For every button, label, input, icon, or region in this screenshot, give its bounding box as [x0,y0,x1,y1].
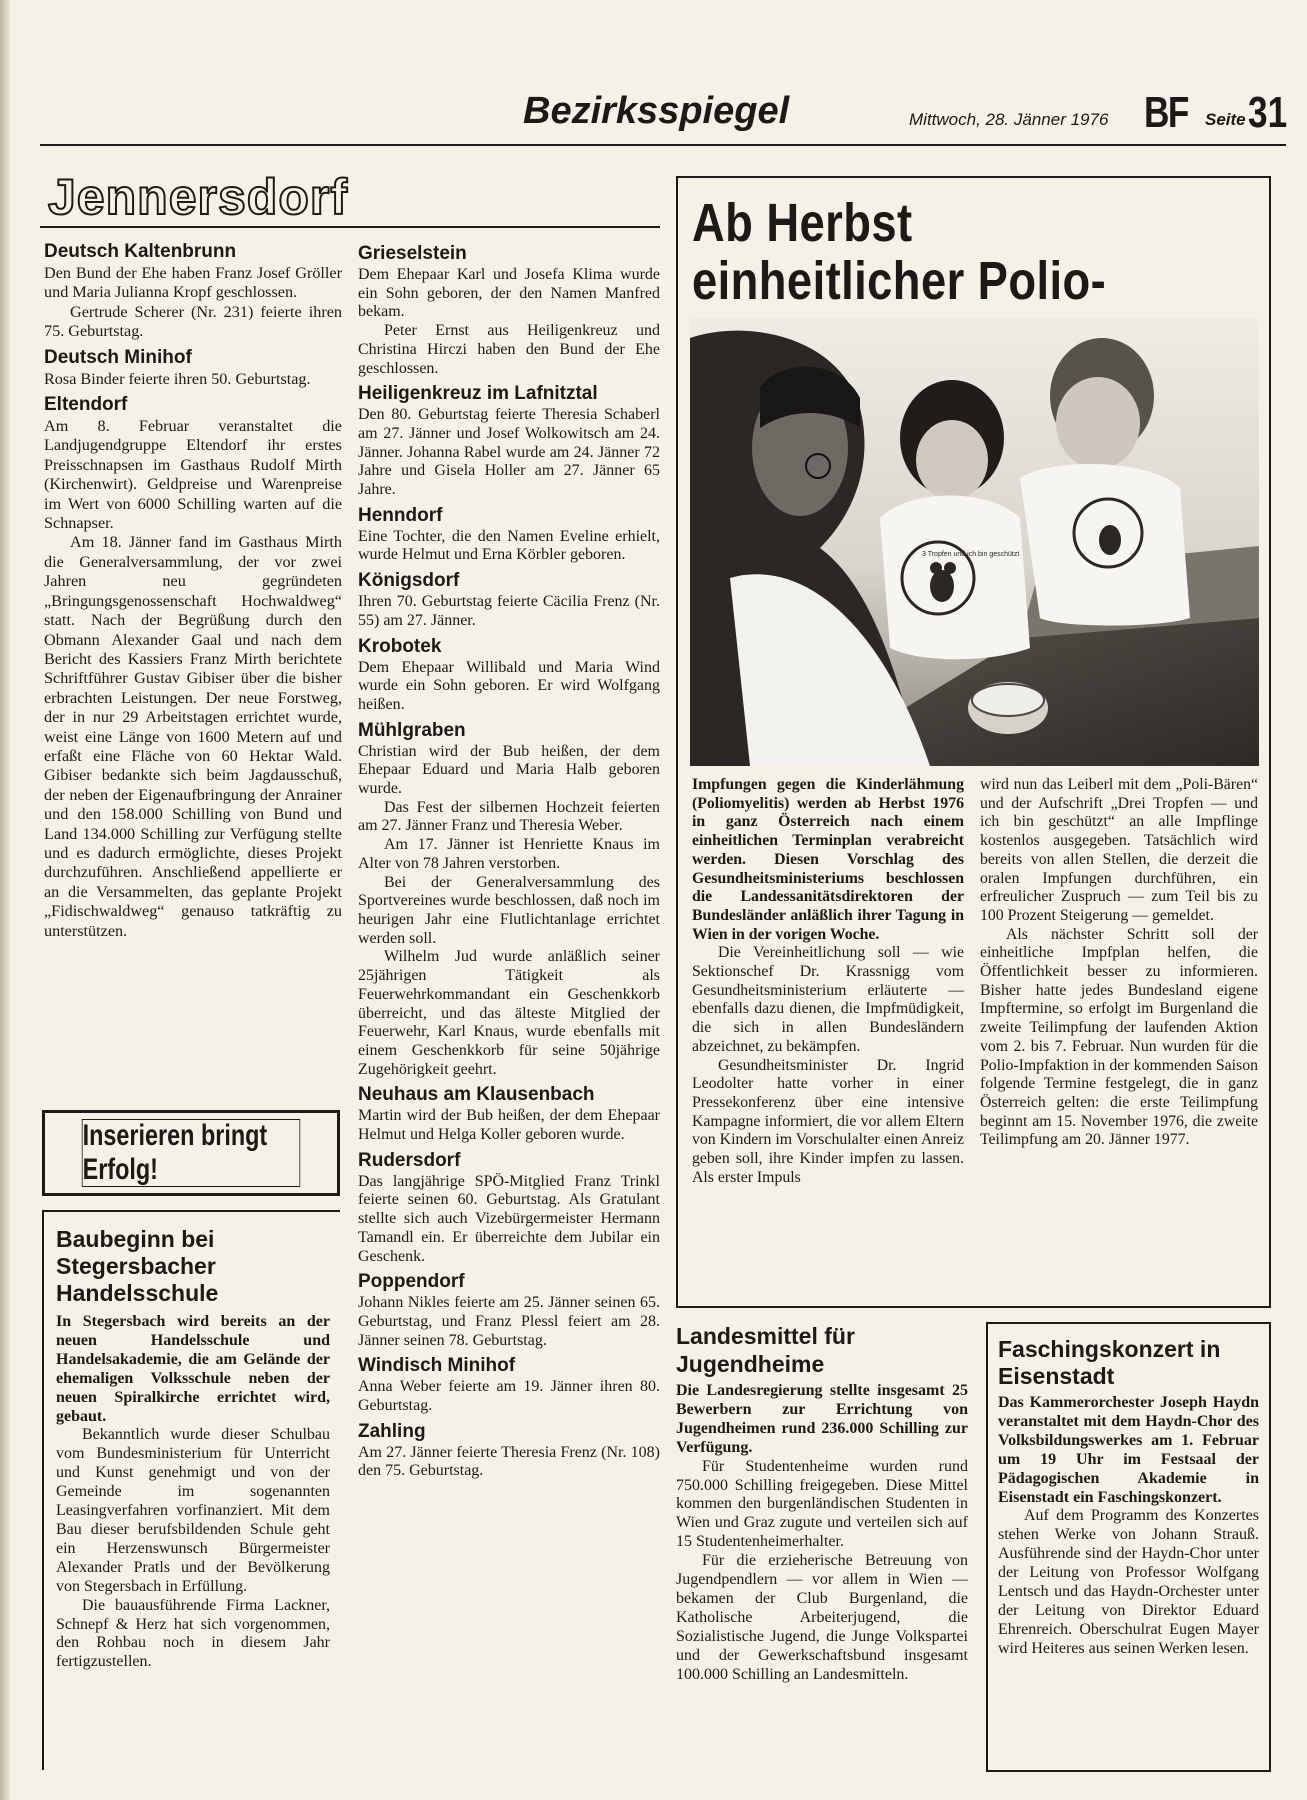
paragraph: Johann Nikles feierte am 25. Jänner seinen 65. Geburtstag, und Franz Plessl feiert am 28. Jänner seinen 78. Geburtstag. [358,1294,660,1349]
paragraph: Das langjährige SPÖ-Mitglied Franz Trinkl feierte seinen 60. Geburtstag. Als Gratulant stellte sich auch Vizebürgermeister Hermann Tamandl ein. Er überreichte dem Jubilar ein Geschenk. [358,1172,660,1265]
paragraph: Eine Tochter, die den Namen Eveline erhielt, wurde Helmut und Erna Körbler geboren. [358,527,660,564]
place-heading: Windisch Minihof [358,1355,516,1377]
place-heading: Mühlgraben [358,719,466,741]
district-rule [40,226,660,228]
place-heading: Krobotek [358,635,442,657]
concert-lead: Das Kammerorchester Joseph Haydn veranstaltet mit dem Haydn-Chor des Volksbildungswerkes am 1. Februar um 19 Uhr im Festsaal der Pädagogischen Akademie in Eisenstadt ein Faschingskonzert. [998,1394,1259,1506]
concert-headline: Faschingskonzert in Eisenstadt [998,1336,1221,1389]
paragraph: Als nächster Schritt soll der einheitliche Impfplan helfen, die Öffentlichkeit besser zu informieren. Bisher hatte jedes Bundesland eigene Impftermine, so erfolgt im Burgenland die zweite Teilimpfung der laufenden Aktion vom 2. bis 7. Februar. Nun wurden für die Polio-Impfaktion in der kommenden Saison folgende Termine festgelegt, die in ganz Österreich gelten: die erste Teilimpfung beginnt am 15. November 1976, die zweite Teilimpfung am 20. Jänner 1977. [980,925,1258,1149]
place-heading: Heiligenkreuz im Lafnitztal [358,383,598,405]
paragraph: Anna Weber feierte am 19. Jänner ihren 80. Geburtstag. [358,1378,660,1415]
paragraph: Den Bund der Ehe haben Franz Josef Gröller und Maria Julianna Kropf geschlossen. [44,264,342,302]
paragraph: Bekanntlich wurde dieser Schulbau vom Bundesministerium für Unterricht und Kunst genehmigt und von der Gemeinde im sogenannten Leasingverfahren vorfinanziert. Mit dem Bau dieser berufsbildenden Schule geht ein Herzenswunsch Bürgermeister Alexander Pratls und der Bevölkerung von Stegersbach in Erfüllung. [56,1426,330,1595]
paragraph: Gesundheitsminister Dr. Ingrid Leodolter hatte vorher in einer Pressekonferenz über eine intensive Kampagne informiert, die vor allem Eltern von Kindern im Vorschulalter einen Anreiz geben soll, ihre Kinder impfen zu lassen. Als erster Impuls [692,1056,964,1186]
article-zahling [358,1420,660,1481]
paragraph: Am 27. Jänner feierte Theresia Frenz (Nr. 108) den 75. Geburtstag. [358,1443,660,1480]
article-neuhaus [358,1083,660,1144]
article-henndorf [358,504,660,565]
page-number: 31 [1248,88,1288,137]
polio-lead: Impfungen gegen die Kinderlähmung (Poliomyelitis) werden ab Herbst 1976 in ganz Österreich nach einem einheitlichen Terminplan verabreicht werden. Diesen Vorschlag des Gesundheitsministeriums beschlossen die Landessanitätsdirektoren der Bundesländer anläßlich ihrer Tagung in Wien in der vorigen Woche. [692,776,964,943]
section-title: Bezirksspiegel [523,90,790,132]
school-headline: Baubeginn bei Stegersbacher Handelsschule [56,1226,219,1306]
issue-date: Mittwoch, 28. Jänner 1976 [909,110,1109,129]
article-heiligenkreuz [358,382,660,500]
polio-headline: Ab Herbst einheitlicher Polio- [692,193,1107,311]
paragraph: Dem Ehepaar Karl und Josefa Klima wurde ein Sohn geboren, der den Namen Manfred bekam. [358,266,660,321]
children-vaccination-photo [690,318,1259,766]
place-heading: Deutsch Minihof [44,346,192,368]
place-heading: Rudersdorf [358,1149,461,1171]
place-heading: Grieselstein [358,243,467,264]
youth-headline: Landesmittel für Jugendheime [676,1323,855,1377]
masthead-rule [40,144,1286,146]
place-heading: Poppendorf [358,1271,465,1293]
newspaper-logo: BF [1144,88,1188,137]
article-deutsch-minihof [44,346,342,389]
place-heading: Neuhaus am Klausenbach [358,1084,595,1106]
article-deutsch-kaltenbrunn [44,240,342,342]
masthead [40,86,1290,154]
article-krobotek [358,635,660,715]
paragraph: wird nun das Leiberl mit dem „Poli-Bären“ und der Aufschrift „Drei Tropfen — und ich bin geschützt“ an alle Impflinge kostenlos ausgegeben. Tatsächlich wird bereits von allen Stellen, die derzeit die oralen Impfungen durchführen, ein erfreulicher Zuspruch — zum Teil bis zu 100 Prozent Steigerung — gemeldet. [980,776,1258,924]
article-rudersdorf [358,1149,660,1267]
paragraph: Am 8. Februar veranstaltet die Landjugendgruppe Eltendorf ihr erstes Preisschnapsen im Gasthaus Rudolf Mirth (Kirchenwirt). Geldpreise und Warenpreise im Wert von 6000 Schilling warten auf die Schnapser. [44,417,342,533]
paragraph: Am 17. Jänner ist Henriette Knaus im Alter von 78 Jahren verstorben. [358,836,660,872]
column-1 [44,236,342,941]
paragraph: Auf dem Programm des Konzertes stehen Werke von Johann Strauß. Ausführende sind der Haydn-Chor unter der Leitung von Professor Wolfgang Lentsch und das Haydn-Orchester unter der Leitung von Direktor Eduard Ehrenreich. Oberschulrat Eugen Mayer wird Heiteres aus seinen Werken lesen. [998,1507,1259,1657]
paragraph: Bei der Generalversammlung des Sportvereines wurde beschlossen, daß noch im heurigen Jahr eine Flutlichtanlage errichtet werden soll. [358,873,660,947]
place-heading: Königsdorf [358,570,460,592]
polio-text-right [980,776,1258,1150]
paragraph: Für die erzieherische Betreuung von Jugendpendlern — vor allem in Wien — bekamen der Club Burgenland, die Katholische Arbeiterjugend, die Sozialistische Jugend, die Junge Volkspartei und der Gewerkschaftsbund insgesamt 100.000 Schilling an Landesmitteln. [676,1552,968,1683]
paragraph: Christian wird der Bub heißen, der dem Ehepaar Eduard und Maria Halb geboren wurde. [358,742,660,798]
advertisement-box [42,1110,340,1196]
place-heading: Henndorf [358,504,443,526]
article-poppendorf [358,1270,660,1350]
article-grieselstein [358,242,660,378]
school-lead: In Stegersbach wird bereits an der neuen Handelsschule und Handelsakademie, die am Gelände der ehemaligen Volksschule neben der neuen Spiralkirche errichtet wird, gebaut. [56,1313,330,1425]
article-muehlgraben [358,719,660,1080]
shirt-slogan: 3 Tropfen und ich bin geschützt [922,551,1020,558]
paragraph: Für Studentenheime wurden rund 750.000 Schilling freigegeben. Diese Mittel kommen den burgenländischen Studenten in Wien und Graz zugute und verteilen sich auf 15 Studentenheimerhalter. [676,1457,968,1551]
polio-article-box [676,176,1271,1308]
paragraph: Martin wird der Bub heißen, der dem Ehepaar Helmut und Helga Koller geboren wurde. [358,1107,660,1144]
paragraph: Die bauausführende Firma Lackner, Schnepf & Herz hat sich vorgenommen, den Rohbau noch in diesem Jahr fertigzustellen. [56,1596,330,1671]
paragraph: Den 80. Geburtstag feierte Theresia Schaberl am 27. Jänner und Josef Wolkowitsch am 24. Jänner. Johanna Rabel wurde am 24. Jänner 72 Jahre und Gisela Holler am 27. Jänner 65 Jahre. [358,406,660,499]
place-heading: Deutsch Kaltenbrunn [44,241,237,262]
youth-article-box [676,1322,968,1772]
paragraph: Peter Ernst aus Heiligenkreuz und Christina Hirczi haben den Bund der Ehe geschlossen. [358,322,660,377]
youth-lead: Die Landesregierung stellte insgesamt 25 Bewerbern zur Errichtung von Jugendheimen rund 236.000 Schilling zur Verfügung. [676,1382,968,1456]
paragraph: Am 18. Jänner fand im Gasthaus Mirth die Generalversammlung, der vor zwei Jahren neu gegründeten „Bringungsgenossenschaft Hochwaldweg“ statt. Nach der Begrüßung durch den Obmann Alexander Gaal und nach dem Bericht des Kassiers Franz Mirth berichtete Schriftführer Gustav Gibiser über die bisher erbrachten Leistungen. Der neue Forstweg, der in nur 29 Arbeitstagen errichtet wurde, weist eine Länge von 1600 Metern auf und erfaßt eine Fläche von 60 Hektar Wald. Gibiser bedankte sich beim Jagdausschuß, der neben der Eigenaufbringung der Anrainer und den 158.000 Schilling von Bund und Land 134.000 Schilling zur Verfügung stellte und es dadurch ermöglichte, dieses Projekt durchzuführen. Anschließend appellierte er an die Versammelten, das geplante Projekt „Fidischwaldweg“ genauso tatkräftig zu unterstützen. [44,533,342,940]
school-article-box [42,1210,340,1770]
article-koenigsdorf [358,569,660,630]
page-edge [0,0,10,1800]
place-heading: Eltendorf [44,394,128,416]
column-2 [358,238,660,1481]
page-label: Seite [1205,110,1246,129]
concert-article-box [986,1322,1271,1772]
advertisement-text: Inserieren bringt Erfolg! [82,1119,300,1187]
paragraph: Rosa Binder feierte ihren 50. Geburtstag. [44,369,311,388]
place-heading: Zahling [358,1420,426,1442]
district-title: Jennersdorf [48,169,348,225]
paragraph: Gertrude Scherer (Nr. 231) feierte ihren 75. Geburtstag. [44,302,342,341]
polio-text-left [692,776,964,1187]
paragraph: Ihren 70. Geburtstag feierte Cäcilia Frenz (Nr. 55) am 27. Jänner. [358,593,660,629]
article-eltendorf [44,393,342,941]
paragraph: Wilhelm Jud wurde anläßlich seiner 25jährigen Tätigkeit als Feuerwehrkommandant ein Geschenkkorb überreicht, und das älteste Mitglied der Feuerwehr, Karl Knaus, wurde ebenfalls mit einem Geschenkkorb für seine 50jährige Zugehörigkeit geehrt. [358,948,660,1078]
paragraph: Die Vereinheitlichung soll — wie Sektionschef Dr. Krassnigg vom Gesundheitsministerium erläuterte — ebenfalls dazu dienen, die Impfmüdigkeit, die sich in allen Bundesländern abzeichnet, zu bekämpfen. [692,944,964,1055]
paragraph: Das Fest der silbernen Hochzeit feierten am 27. Jänner Franz und Theresia Weber. [358,798,660,835]
article-windisch-minihof [358,1354,660,1415]
paragraph: Dem Ehepaar Willibald und Maria Wind wurde ein Sohn geboren. Er wird Wolfgang heißen. [358,658,660,713]
